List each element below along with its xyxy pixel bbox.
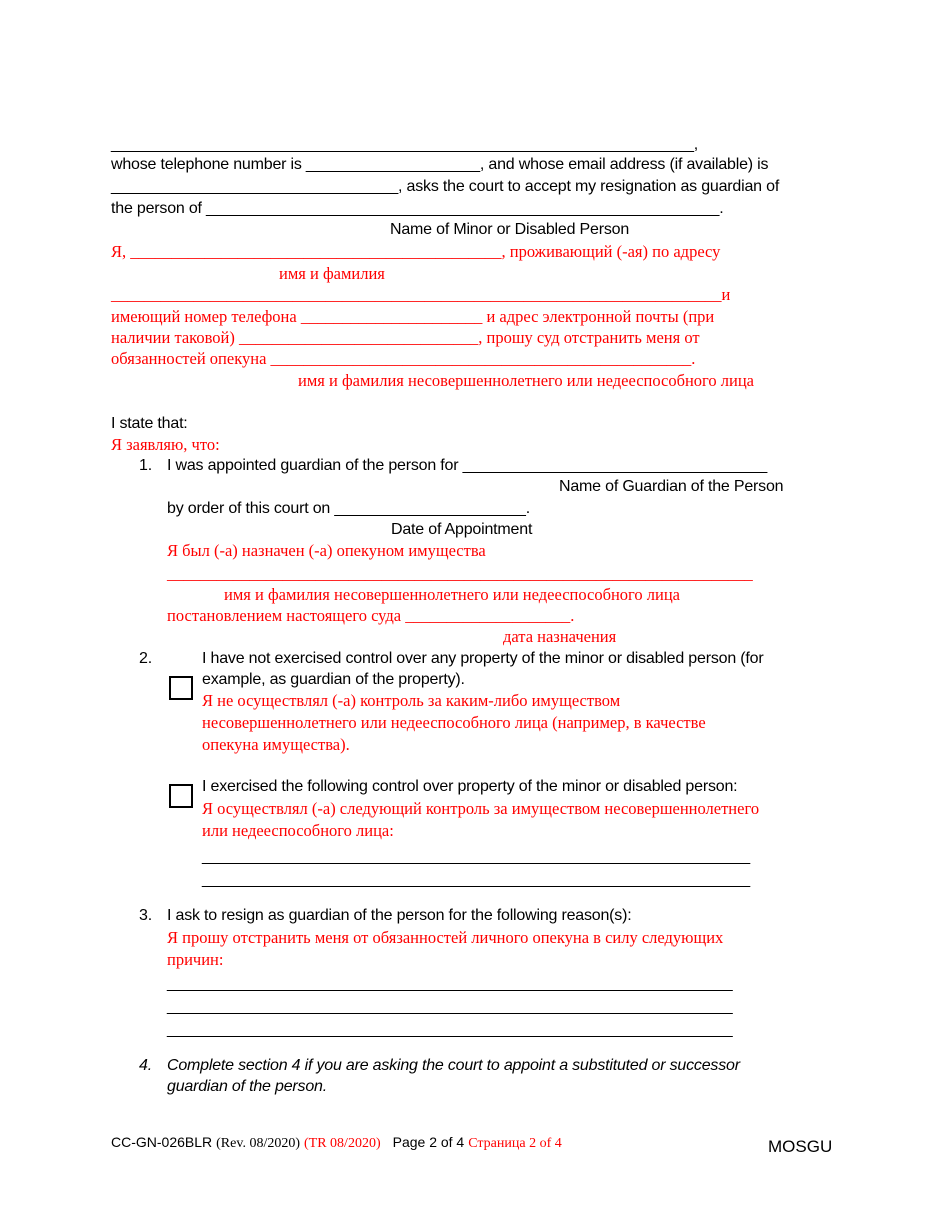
caption-appointment-date: Date of Appointment xyxy=(391,521,533,538)
resigner-name-blank: ___________________________________________________________________, xyxy=(111,136,699,153)
item-4-line-2: guardian of the person. xyxy=(167,1078,327,1095)
item-2-option-1-line-2: example, as guardian of the property). xyxy=(202,671,465,688)
item-3-reason-blank-2: _________________________________________________________________ xyxy=(167,998,733,1015)
ru-item-3-line-1: Я прошу отстранить меня от обязанностей личного опекуна в силу следующих xyxy=(167,928,724,947)
state-heading: I state that: xyxy=(111,415,188,432)
ru-item-1-blank: _______________________________________________________________________ xyxy=(167,564,753,583)
item-3-reason-blank-1: _________________________________________________________________ xyxy=(167,975,733,992)
caption-minor-name: Name of Minor or Disabled Person xyxy=(390,221,630,238)
ru-item-2-option-2-line-2: или недееспособного лица: xyxy=(202,821,394,840)
ru-item-1-order-line: постановлением настоящего суда ____________________. xyxy=(167,606,575,625)
footer-page-number-ru: Страница 2 of 4 xyxy=(468,1136,562,1151)
checkbox-no-property-control[interactable] xyxy=(169,676,193,700)
ru-item-2-option-2-line-1: Я осуществлял (-а) следующий контроль за имуществом несовершеннолетнего xyxy=(202,799,760,818)
intro-person-of-line: the person of ___________________________________________________________. xyxy=(111,200,724,217)
footer-revision: (Rev. 08/2020) xyxy=(216,1136,300,1151)
item-4-number: 4. xyxy=(139,1057,152,1074)
footer-form-id: CC-GN-026BLR xyxy=(111,1134,213,1150)
ru-intro-line-2: __________________________________________________________________________и xyxy=(111,285,731,304)
item-3-number: 3. xyxy=(139,907,152,924)
footer-translation-rev: (TR 08/2020) xyxy=(304,1136,381,1151)
intro-telephone-line: whose telephone number is ____________________, and whose email address (if available) is xyxy=(111,156,769,173)
ru-intro-line-5: обязанностей опекуна ___________________________________________________. xyxy=(111,349,696,368)
footer-page-number: Page 2 of 4 xyxy=(392,1134,465,1150)
ru-item-2-option-1-line-2: несовершеннолетнего или недееспособного лица (например, в качестве xyxy=(202,713,706,732)
ru-item-3-line-2: причин: xyxy=(167,950,224,969)
item-1-order-line: by order of this court on ______________________. xyxy=(167,500,530,517)
footer-form-code: MOSGU xyxy=(768,1137,833,1156)
ru-caption-minor: имя и фамилия несовершеннолетнего или недееспособного лица xyxy=(298,371,755,390)
checkbox-exercised-property-control[interactable] xyxy=(169,784,193,808)
ru-state-heading: Я заявляю, что: xyxy=(111,435,220,454)
ru-item-1-text: Я был (-а) назначен (-а) опекуном имущества xyxy=(167,541,486,560)
item-2-control-blank-2: _______________________________________________________________ xyxy=(202,871,751,888)
item-1-number: 1. xyxy=(139,457,152,474)
caption-guardian-name: Name of Guardian of the Person xyxy=(559,478,784,495)
ru-item-1-caption-minor: имя и фамилия несовершеннолетнего или недееспособного лица xyxy=(224,585,681,604)
item-2-number: 2. xyxy=(139,650,152,667)
ru-item-2-option-1-line-3: опекуна имущества). xyxy=(202,735,350,754)
item-2-option-1-line-1: I have not exercised control over any property of the minor or disabled person (for xyxy=(202,650,764,667)
ru-intro-line-3: имеющий номер телефона ______________________ и адрес электронной почты (при xyxy=(111,307,715,326)
item-4-line-1: Complete section 4 if you are asking the court to appoint a substituted or successor xyxy=(167,1057,740,1074)
ru-intro-line-4: наличии таковой) _____________________________, прошу суд отстранить меня от xyxy=(111,328,700,347)
item-2-control-blank-1: _______________________________________________________________ xyxy=(202,848,751,865)
ru-caption-name: имя и фамилия xyxy=(279,264,385,283)
footer xyxy=(111,1131,562,1155)
ru-item-2-option-1-line-1: Я не осуществлял (-а) контроль за каким-либо имуществом xyxy=(202,691,621,710)
item-3-text: I ask to resign as guardian of the person for the following reason(s): xyxy=(167,907,632,924)
ru-caption-appointment-date: дата назначения xyxy=(503,627,617,646)
item-1-text: I was appointed guardian of the person for ___________________________________ xyxy=(167,457,768,474)
intro-email-line: _________________________________, asks the court to accept my resignation as guardian of xyxy=(111,178,780,195)
item-2-option-2-line-1: I exercised the following control over property of the minor or disabled person: xyxy=(202,778,738,795)
ru-intro-line-1: Я, _____________________________________________, проживающий (-ая) по адресу xyxy=(111,242,721,261)
item-3-reason-blank-3: _________________________________________________________________ xyxy=(167,1021,733,1038)
